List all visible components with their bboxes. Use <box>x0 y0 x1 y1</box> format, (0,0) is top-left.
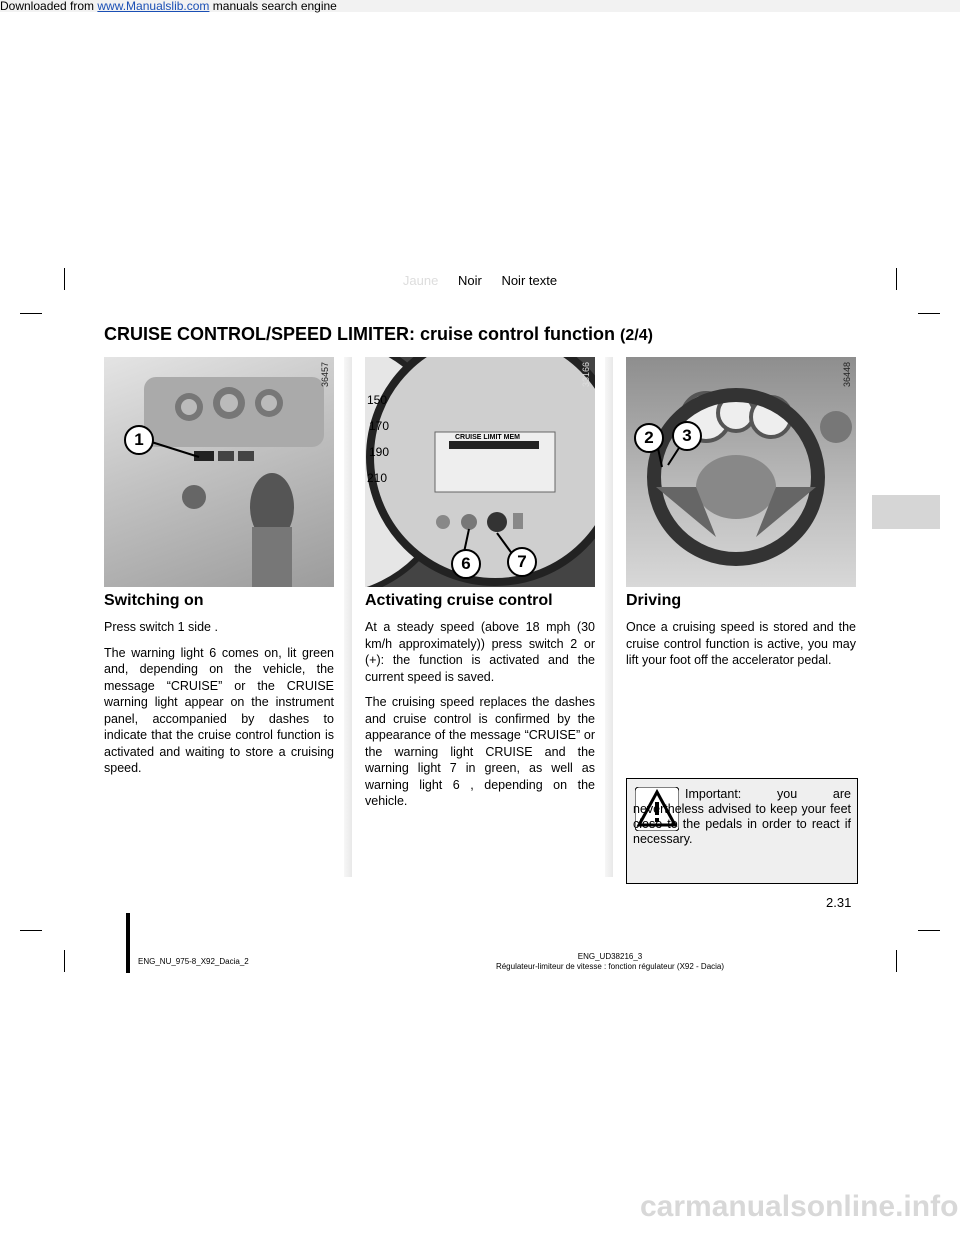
activating-p1: At a steady speed (above 18 mph (30 km/h approximately)) press switch 2 or (+): the function is activated and the current speed is saved. <box>365 620 595 684</box>
image-ref-33166: 33166 <box>581 361 591 387</box>
switching-on-p1: Press switch 1 side . <box>104 620 218 634</box>
column-divider <box>605 357 613 877</box>
activating-p2: The cruising speed replaces the dashes and cruise control is confirmed by the appearance of the message “CRUISE” or the warning light CRUISE and the warning light 7 in green, as well as warning light 6 , depending on the vehicle. <box>365 695 595 808</box>
speed-label-150: 150 <box>367 393 388 407</box>
column-activating <box>365 592 595 819</box>
crop-mark <box>896 950 897 972</box>
speed-label-210: 210 <box>367 471 388 485</box>
speed-label-190: 190 <box>369 445 390 459</box>
warning-box <box>626 778 858 884</box>
column-switching-on <box>104 592 334 786</box>
download-banner <box>0 0 960 12</box>
instrument-cluster-photo <box>365 357 595 587</box>
image-ref-36448: 36448 <box>842 361 852 387</box>
heading-switching-on: Switching on <box>104 592 204 609</box>
heading-activating: Activating cruise control <box>365 592 553 609</box>
section-tab <box>872 495 940 529</box>
console-illustration <box>104 357 334 587</box>
page-title <box>104 324 653 345</box>
color-markers <box>0 273 960 288</box>
cluster-display-text: CRUISE LIMIT MEM <box>455 434 520 441</box>
steering-wheel-photo <box>626 357 856 587</box>
speed-label-170: 170 <box>369 419 390 433</box>
color-yellow: Jaune <box>402 273 439 288</box>
footer-bar <box>126 913 130 973</box>
color-black: Noir <box>457 273 482 288</box>
manualslib-link[interactable]: www.Manualslib.com <box>97 0 210 13</box>
footer-doc-title: Régulateur-limiteur de vitesse : fonction régulateur (X92 - Dacia) <box>495 962 725 971</box>
crop-mark <box>64 950 65 972</box>
console-photo <box>104 357 334 587</box>
title-main: CRUISE CONTROL/SPEED LIMITER: cruise control function <box>104 324 621 344</box>
crop-mark <box>918 313 940 314</box>
crop-mark <box>918 930 940 931</box>
watermark: carmanualsonline.info <box>640 1190 959 1223</box>
crop-mark <box>20 930 42 931</box>
crop-mark <box>20 313 42 314</box>
switching-on-p2: The warning light 6 comes on, lit green and, depending on the vehicle, the message “CRUISE” or the CRUISE warning light appear on the instrument panel, accompanied by dashes to indicate that the cruise control function is activated and waiting to store a cruising speed. <box>104 645 334 775</box>
warning-text: Important: you are nevertheless advised to keep your feet close to the pedals in order to react if necessary. <box>633 787 851 846</box>
color-black-text: Noir texte <box>501 273 558 288</box>
column-driving <box>626 592 856 678</box>
callout-2: 2 <box>634 423 664 453</box>
cluster-illustration <box>365 357 595 587</box>
title-page-indicator: (2/4) <box>620 327 653 344</box>
page-number: 2.31 <box>826 895 852 910</box>
heading-driving: Driving <box>626 592 682 609</box>
callout-3: 3 <box>672 421 702 451</box>
image-ref-36457: 36457 <box>320 361 330 387</box>
footer-right <box>460 952 760 972</box>
callout-6: 6 <box>451 549 481 579</box>
column-divider <box>344 357 352 877</box>
callout-1: 1 <box>124 425 154 455</box>
driving-p1: Once a cruising speed is stored and the cruise control function is active, you may lift your foot off the accelerator pedal. <box>626 620 856 667</box>
callout-7: 7 <box>507 547 537 577</box>
banner-suffix: manuals search engine <box>209 0 337 13</box>
footer-doc-code: ENG_UD38216_3 <box>577 952 643 961</box>
footer-left: ENG_NU_975-8_X92_Dacia_2 <box>138 957 249 966</box>
steering-illustration <box>626 357 856 587</box>
banner-prefix: Downloaded from <box>0 0 98 13</box>
